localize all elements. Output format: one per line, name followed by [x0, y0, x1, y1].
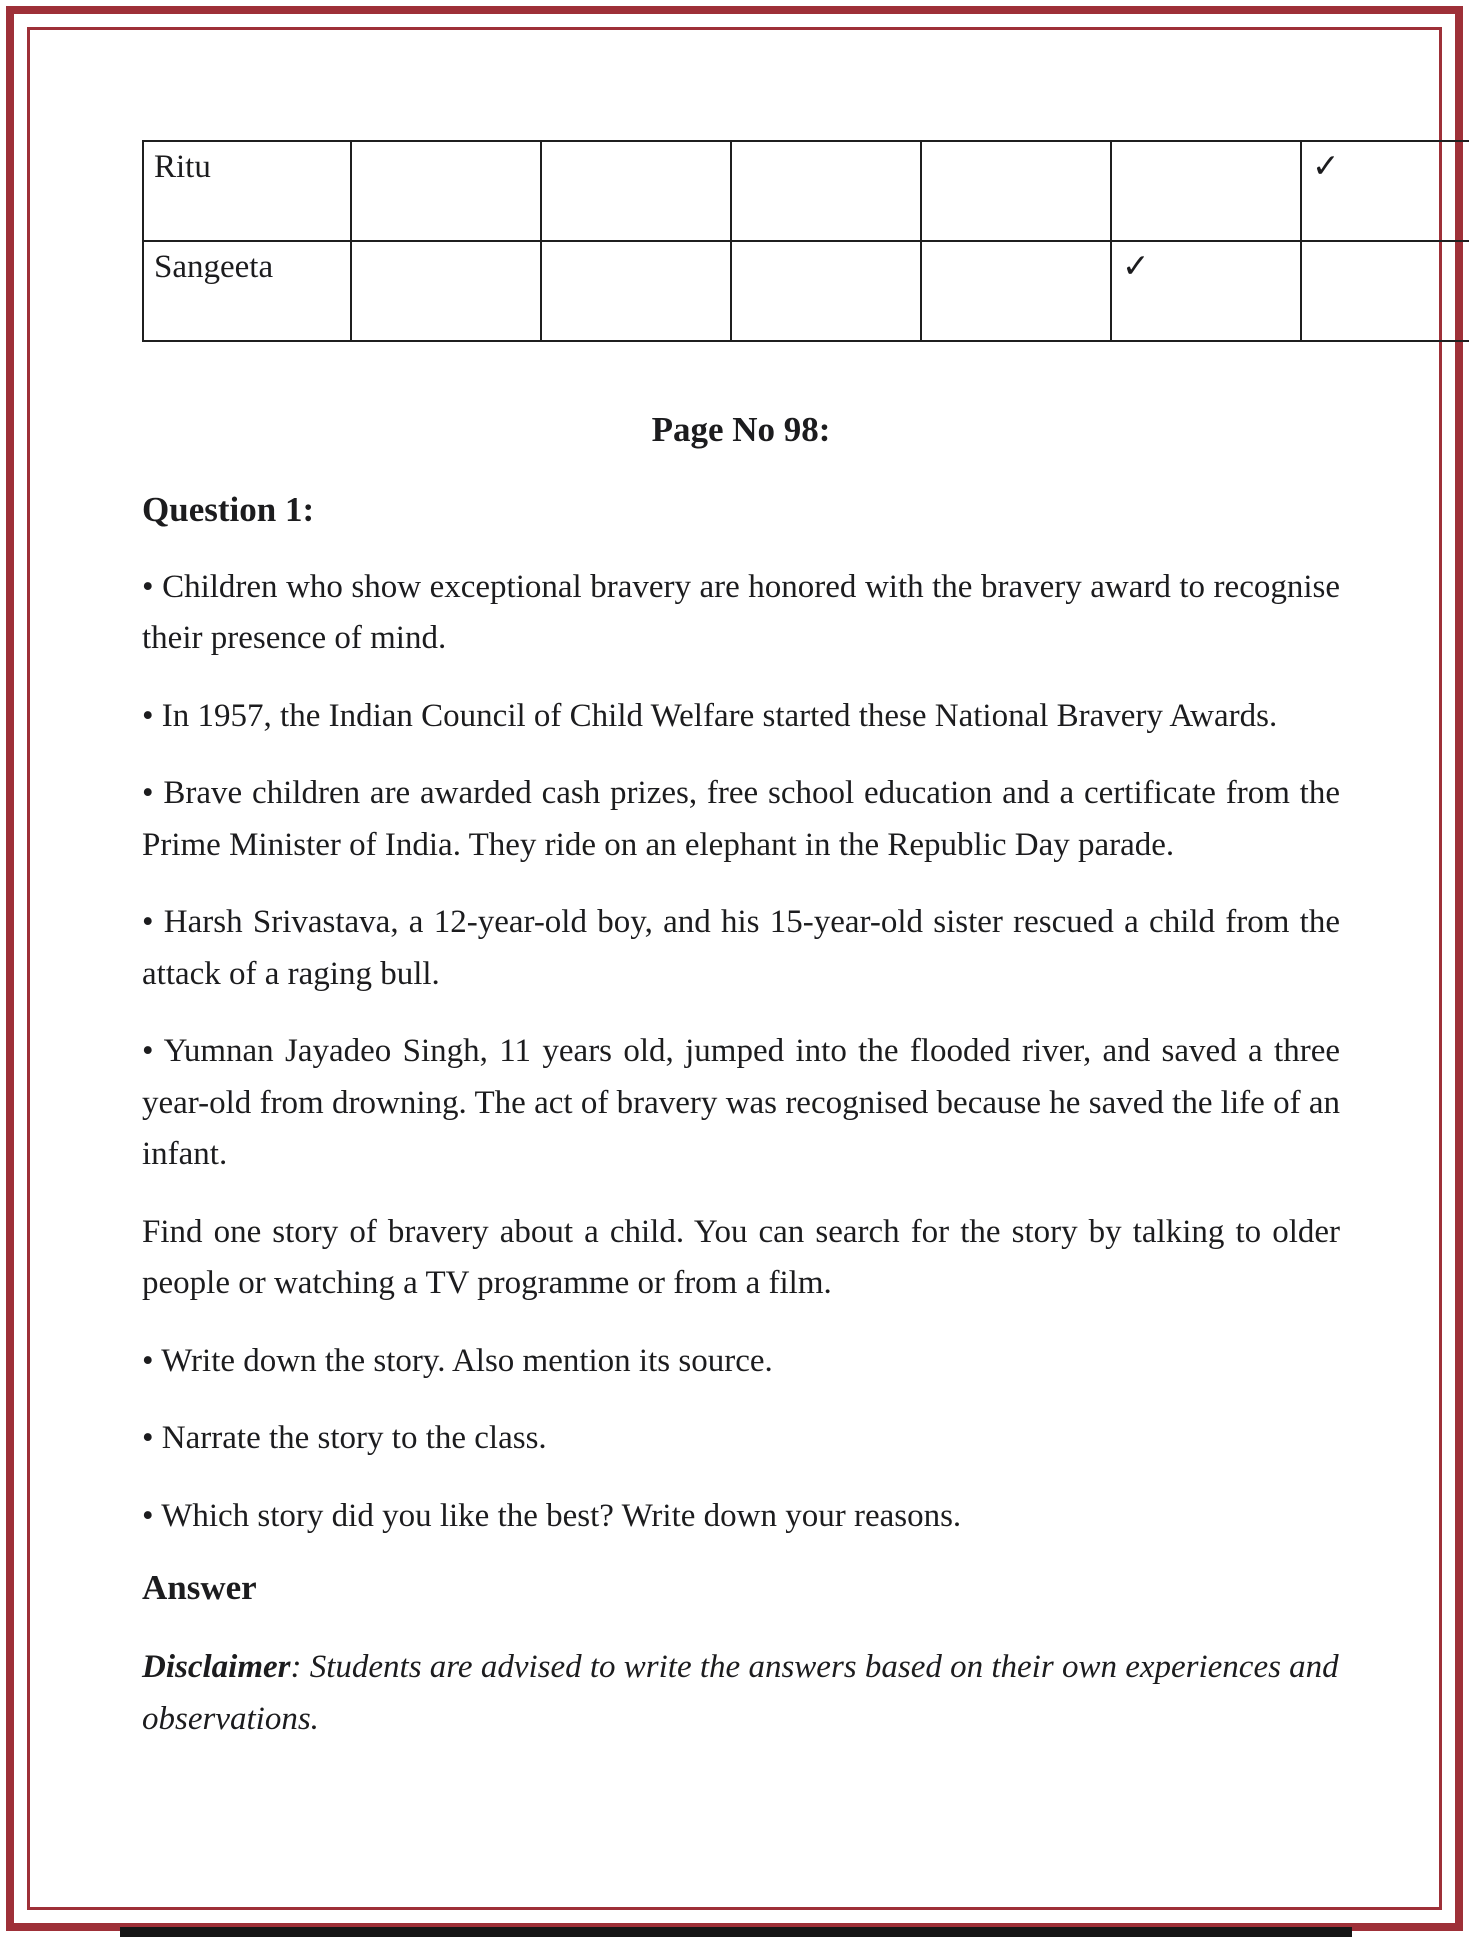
table-cell — [921, 241, 1111, 341]
bullet-paragraph: • Which story did you like the best? Write down your reasons. — [142, 1497, 962, 1534]
checkmark-cell: ✓ — [1111, 241, 1301, 341]
question-label: Question 1: — [142, 490, 315, 529]
table-cell — [351, 141, 541, 241]
table-row — [143, 241, 1469, 341]
bullet-paragraph: • Children who show exceptional bravery are honored with the bravery award to recognise their presence of mind. — [142, 569, 1340, 657]
table-cell — [921, 141, 1111, 241]
table-cell — [1111, 141, 1301, 241]
page-content — [142, 0, 1340, 1745]
attendance-table — [142, 140, 1469, 342]
disclaimer-label: Disclaimer — [142, 1649, 291, 1686]
table-cell — [731, 141, 921, 241]
bullet-paragraph: • In 1957, the Indian Council of Child Welfare started these National Bravery Awards. — [142, 697, 1278, 734]
bullet-paragraph: • Yumnan Jayadeo Singh, 11 years old, jumped into the flooded river, and saved a three year-old from drowning. The act of bravery was recognised because he saved the life of an infant. — [142, 1033, 1340, 1173]
table-cell — [351, 241, 541, 341]
row-name-cell: Sangeeta — [143, 241, 351, 341]
bullet-paragraph: • Narrate the story to the class. — [142, 1420, 547, 1457]
page-number-heading: Page No 98: — [651, 410, 831, 449]
bullet-paragraph: • Brave children are awarded cash prizes, free school education and a certificate from the Prime Minister of India. They ride on an elephant in the Republic Day parade. — [142, 775, 1340, 863]
instruction-paragraph: Find one story of bravery about a child. You can search for the story by talking to older people or watching a TV programme or from a film. — [142, 1213, 1340, 1302]
disclaimer-text: : Students are advised to write the answers based on their own experiences and observations. — [142, 1649, 1339, 1737]
table-cell — [1301, 241, 1469, 341]
table-cell — [541, 241, 731, 341]
table-cell — [731, 241, 921, 341]
table-row — [143, 141, 1469, 241]
bullet-paragraph: • Harsh Srivastava, a 12-year-old boy, and his 15-year-old sister rescued a child from the attack of a raging bull. — [142, 904, 1340, 992]
answer-label: Answer — [142, 1568, 257, 1608]
bullet-paragraph: • Write down the story. Also mention its source. — [142, 1342, 773, 1379]
row-name-cell: Ritu — [143, 141, 351, 241]
table-cell — [541, 141, 731, 241]
footer-strip — [120, 1927, 1352, 1937]
disclaimer-paragraph — [142, 1642, 1340, 1745]
checkmark-cell: ✓ — [1301, 141, 1469, 241]
